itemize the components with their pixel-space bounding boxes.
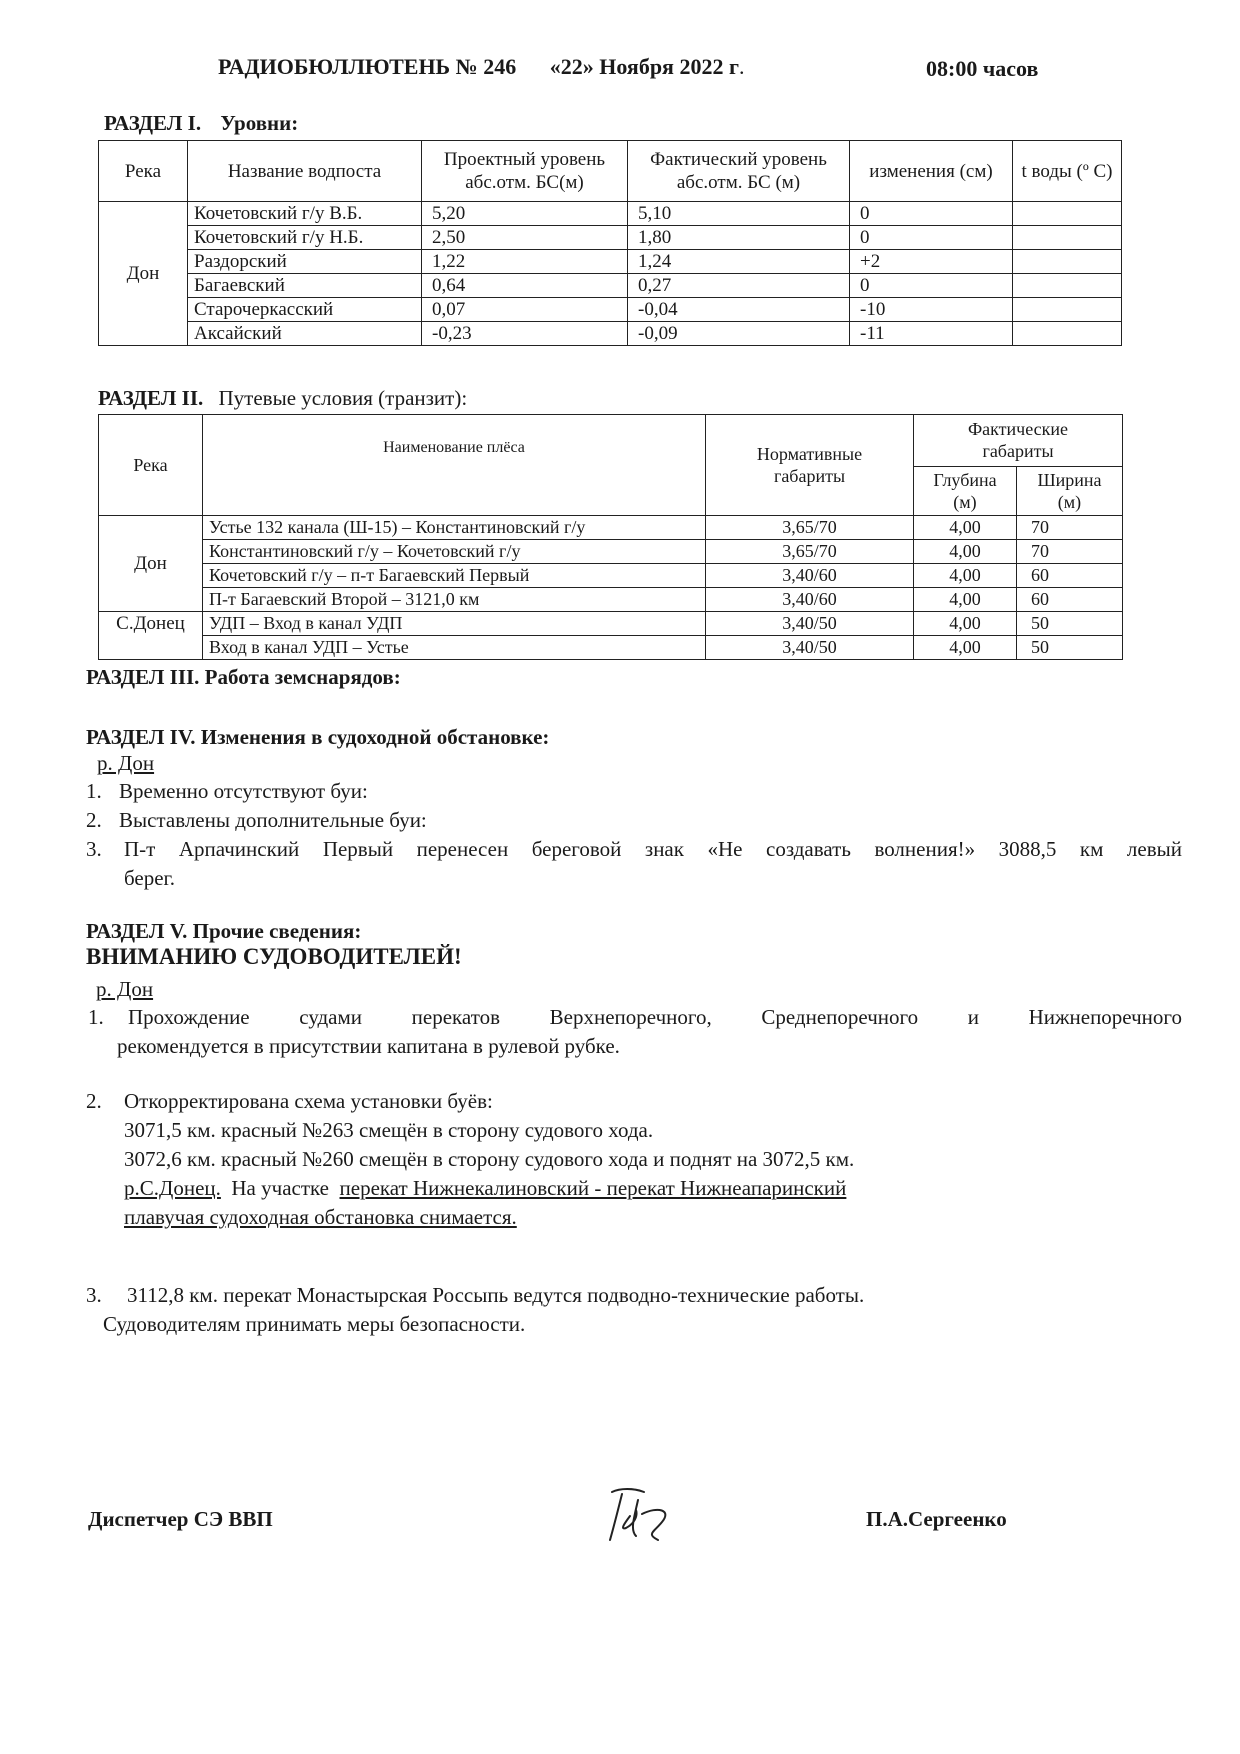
table-row: [99, 298, 1122, 322]
actual-level: 1,80: [628, 226, 850, 250]
reach-name: Константиновский г/у – Кочетовский г/у: [203, 540, 706, 564]
col-actual: Фактические габариты: [914, 415, 1123, 467]
section2-heading: [98, 386, 467, 411]
actual-depth: 4,00: [914, 588, 1017, 612]
donets-note-continued: плавучая судоходная обстановка снимается.: [124, 1205, 517, 1229]
list-text-continued: рекомендуется в присутствии капитана в рулевой рубке.: [117, 1034, 620, 1058]
post-name: Багаевский: [188, 274, 422, 298]
bulletin-header: [218, 54, 744, 80]
transit-table: [98, 414, 1123, 660]
section3-heading: РАЗДЕЛ III. Работа земснарядов:: [86, 665, 401, 689]
col-reach: Наименование плёса: [203, 415, 706, 516]
table-row: [99, 612, 1123, 636]
water-temp: [1013, 202, 1122, 226]
list-item: [86, 837, 102, 862]
actual-level: 0,27: [628, 274, 850, 298]
list-number: 3.: [86, 837, 102, 861]
list-number: 2.: [86, 808, 102, 832]
section5-river: р. Дон: [96, 977, 154, 1001]
col-width: Ширина (м): [1017, 466, 1123, 516]
transit-header-row: [99, 415, 1123, 467]
actual-width: 60: [1017, 564, 1123, 588]
project-level: 1,22: [422, 250, 628, 274]
donets-reach: перекат Нижнекалиновский - перекат Нижнеапаринский: [339, 1176, 847, 1200]
actual-depth: 4,00: [914, 540, 1017, 564]
list-text: 3072,6 км. красный №260 смещён в сторону судового хода и поднят на 3072,5 км.: [124, 1147, 855, 1171]
col-river: Река: [99, 141, 188, 202]
levels-header-row: [99, 141, 1122, 202]
actual-depth: 4,00: [914, 612, 1017, 636]
levels-table: [98, 140, 1122, 346]
norm-size: 3,65/70: [706, 540, 914, 564]
reach-name: Вход в канал УДП – Устье: [203, 636, 706, 660]
col-actual-level: Фактический уровень абс.отм. БС (м): [628, 141, 850, 202]
post-name: Старочеркасский: [188, 298, 422, 322]
actual-depth: 4,00: [914, 636, 1017, 660]
list-number: 2.: [86, 1089, 102, 1113]
section4-heading: РАЗДЕЛ IV. Изменения в судоходной обстановке:: [86, 725, 550, 749]
list-item: [86, 808, 427, 833]
water-temp: [1013, 274, 1122, 298]
water-temp: [1013, 322, 1122, 346]
level-change: -10: [850, 298, 1013, 322]
actual-width: 70: [1017, 540, 1123, 564]
list-text: 3112,8 км. перекат Монастырская Россыпь ведутся подводно-технические работы.: [127, 1283, 865, 1307]
list-item: [86, 779, 368, 804]
list-text-continued: Судоводителям принимать меры безопасности.: [103, 1312, 526, 1336]
list-text: П-т Арпачинский Первый перенесен береговой знак «Не создавать волнения!» 3088,5 км левый: [124, 837, 1182, 861]
norm-size: 3,40/60: [706, 588, 914, 612]
norm-size: 3,40/60: [706, 564, 914, 588]
list-number: 3.: [86, 1283, 102, 1307]
river-cell: Дон: [99, 202, 188, 346]
donets-mid: На участке: [220, 1176, 340, 1200]
section1-label: РАЗДЕЛ I.: [104, 111, 202, 135]
level-change: -11: [850, 322, 1013, 346]
norm-size: 3,40/50: [706, 612, 914, 636]
level-change: +2: [850, 250, 1013, 274]
list-number: 1.: [88, 1005, 104, 1029]
river-cell: Дон: [99, 516, 203, 612]
bulletin-title: РАДИОБЮЛЛЮТЕНЬ № 246: [218, 54, 517, 79]
actual-level: 1,24: [628, 250, 850, 274]
actual-width: 60: [1017, 588, 1123, 612]
actual-depth: 4,00: [914, 564, 1017, 588]
bulletin-date: «22» Ноября 2022 г: [549, 54, 739, 79]
table-row: [99, 226, 1122, 250]
norm-size: 3,65/70: [706, 516, 914, 540]
col-norm: Нормативные габариты: [706, 415, 914, 516]
col-post: Название водпоста: [188, 141, 422, 202]
col-change: изменения (см): [850, 141, 1013, 202]
level-change: 0: [850, 274, 1013, 298]
attention-heading: ВНИМАНИЮ СУДОВОДИТЕЛЕЙ!: [86, 944, 462, 969]
actual-depth: 4,00: [914, 516, 1017, 540]
list-text: Выставлены дополнительные буи:: [119, 808, 427, 832]
water-temp: [1013, 250, 1122, 274]
col-water-temp: t воды (º С): [1013, 141, 1122, 202]
table-row: [99, 322, 1122, 346]
project-level: 2,50: [422, 226, 628, 250]
actual-level: -0,04: [628, 298, 850, 322]
donets-note: [124, 1176, 846, 1201]
reach-name: П-т Багаевский Второй – 3121,0 км: [203, 588, 706, 612]
level-change: 0: [850, 202, 1013, 226]
actual-width: 50: [1017, 612, 1123, 636]
river-cell: С.Донец: [99, 612, 203, 660]
reach-name: УДП – Вход в канал УДП: [203, 612, 706, 636]
reach-name: Кочетовский г/у – п-т Багаевский Первый: [203, 564, 706, 588]
section1-heading: [104, 111, 298, 136]
list-text: 3071,5 км. красный №263 смещён в сторону судового хода.: [124, 1118, 654, 1142]
actual-level: 5,10: [628, 202, 850, 226]
section4-river: р. Дон: [97, 751, 155, 775]
list-text: Откорректирована схема установки буёв:: [124, 1089, 493, 1113]
project-level: 5,20: [422, 202, 628, 226]
actual-level: -0,09: [628, 322, 850, 346]
table-row: [99, 540, 1123, 564]
table-row: [99, 516, 1123, 540]
section5-heading: РАЗДЕЛ V. Прочие сведения:: [86, 919, 362, 943]
water-temp: [1013, 298, 1122, 322]
post-name: Раздорский: [188, 250, 422, 274]
table-row: [99, 202, 1122, 226]
norm-size: 3,40/50: [706, 636, 914, 660]
post-name: Аксайский: [188, 322, 422, 346]
bulletin-time: 08:00 часов: [926, 56, 1039, 81]
post-name: Кочетовский г/у Н.Б.: [188, 226, 422, 250]
col-river: Река: [99, 415, 203, 516]
level-change: 0: [850, 226, 1013, 250]
signature-name: П.А.Сергеенко: [866, 1507, 1007, 1531]
list-text-continued: берег.: [124, 866, 176, 890]
reach-name: Устье 132 канала (Ш-15) – Константиновский г/у: [203, 516, 706, 540]
section2-title: Путевые условия (транзит):: [218, 386, 468, 410]
table-row: [99, 636, 1123, 660]
bulletin-date-dot: .: [738, 54, 745, 79]
post-name: Кочетовский г/у В.Б.: [188, 202, 422, 226]
project-level: -0,23: [422, 322, 628, 346]
signature-title: Диспетчер СЭ ВВП: [88, 1507, 273, 1531]
col-project-level: Проектный уровень абс.отм. БС(м): [422, 141, 628, 202]
list-text: Временно отсутствуют буи:: [119, 779, 368, 803]
col-depth: Глубина (м): [914, 466, 1017, 516]
table-row: [99, 564, 1123, 588]
actual-width: 50: [1017, 636, 1123, 660]
list-number: 1.: [86, 779, 102, 803]
water-temp: [1013, 226, 1122, 250]
project-level: 0,07: [422, 298, 628, 322]
project-level: 0,64: [422, 274, 628, 298]
handwritten-signature: [600, 1480, 680, 1550]
actual-width: 70: [1017, 516, 1123, 540]
section1-title: Уровни:: [220, 111, 299, 135]
list-text: Прохождение судами перекатов Верхнепоречного, Среднепоречного и Нижнепоречного: [128, 1005, 1182, 1029]
table-row: [99, 250, 1122, 274]
section2-label: РАЗДЕЛ II.: [98, 386, 204, 410]
table-row: [99, 588, 1123, 612]
donets-river: р.С.Донец.: [124, 1176, 221, 1200]
table-row: [99, 274, 1122, 298]
